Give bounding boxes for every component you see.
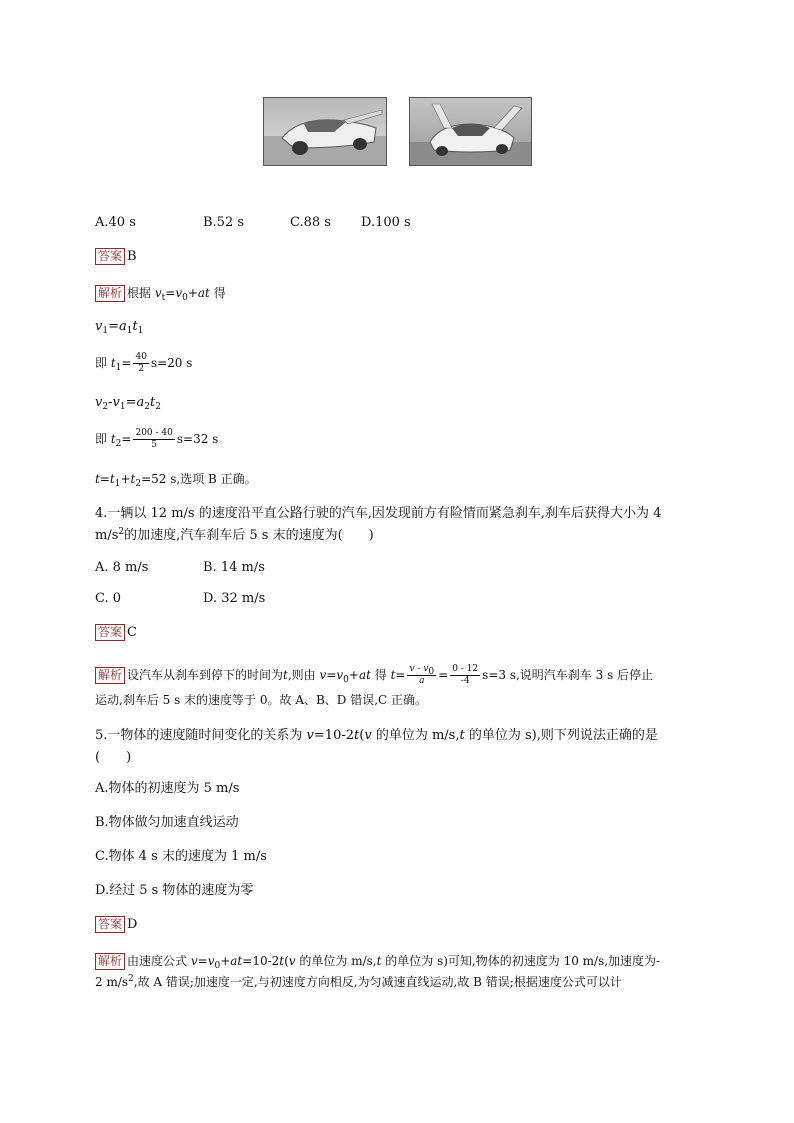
q4-analysis-text: ,则由 — [287, 668, 316, 682]
q5-analysis-text: 的单位为 s)可知,物体的初速度为 10 m/s,加速度为- — [385, 954, 661, 968]
q5-analysis-text: 的单位为 m/s, — [299, 954, 377, 968]
q3-answer-line — [95, 248, 137, 266]
q5-option-c[interactable]: C.物体 4 s 末的速度为 1 m/s — [95, 849, 267, 864]
fraction-numerator: 40 — [135, 352, 147, 362]
q3-analysis-line: 解析 根据 $v_t=v_0+at$ 得 — [95, 284, 226, 302]
q5-answer-line — [95, 916, 137, 934]
q3-analysis-text: 根据 — [127, 286, 152, 300]
answer-label: 答案 — [95, 916, 125, 933]
q4-answer-line — [95, 624, 137, 642]
q3-option-d[interactable]: D.100 s — [361, 215, 411, 230]
q3-step4-result: s=32 s — [176, 432, 219, 446]
q5-stem-text: 的单位为 m/s, — [375, 728, 460, 743]
q5-stem-text: =10-2 — [313, 728, 355, 743]
q5-answer-value: D — [127, 917, 138, 932]
q3-step2-prefix: 即 — [95, 356, 108, 370]
q3-option-c[interactable]: C.88 s — [290, 215, 331, 230]
answer-label: 答案 — [95, 624, 125, 641]
q5-option-b[interactable]: B.物体做匀加速直线运动 — [95, 815, 239, 830]
analysis-label: 解析 — [95, 285, 125, 302]
q4-stem-line-2: $m/s^2$的加速度,汽车刹车后 5 s 末的速度为( ) — [95, 527, 374, 543]
q3-option-a[interactable]: A.40 s — [95, 215, 136, 230]
q5-analysis-line-2: 2 $m/s^2$,故 A 错误;加速度一定,与初速度方向相反,为匀减速直线运动,故 B 错误;根据速度公式可以计 — [95, 974, 622, 989]
q5-analysis-text: ,故 A 错误;加速度一定,与初速度方向相反,为匀减速直线运动,故 B 错误;根据速度公式可以计 — [133, 975, 622, 989]
q4-analysis-text: s=3 s,说明汽车刹车 3 s 后停止 — [482, 668, 654, 682]
q5-stem-text: 5.一物体的速度随时间变化的关系为 — [95, 728, 303, 743]
q4-unit: m/s — [95, 528, 119, 543]
analysis-label: 解析 — [95, 953, 125, 970]
q3-conclusion: $t=t_1+t_2=52$ s,选项 B 正确。 — [95, 472, 257, 489]
q5-option-a[interactable]: A.物体的初速度为 5 m/s — [95, 781, 240, 796]
q5-analysis-text: 2 m/s — [95, 975, 129, 989]
q5-analysis-text: =10-2 — [242, 954, 280, 968]
q5-stem-line-1: 5.一物体的速度随时间变化的关系为 v=10-2t(v 的单位为 m/s,t 的单位为 s),则下列说法正确的是 — [95, 728, 658, 743]
q3-formula-2: 即 $t_1=$ $\frac{40}{2}$ s=20 s — [95, 352, 193, 374]
q5-option-d[interactable]: D.经过 5 s 物体的速度为零 — [95, 883, 254, 898]
q5-analysis-text: ( — [284, 954, 289, 968]
fraction — [407, 664, 436, 687]
fraction-numerator: 0 - 12 — [452, 664, 479, 674]
q4-analysis-text: 设汽车从刹车到停下的时间为 — [127, 668, 284, 682]
q3-formula-1: $v_1=a_1t_1$ — [95, 319, 144, 336]
fraction — [133, 428, 174, 451]
fraction-numerator: 200 - 40 — [135, 428, 173, 438]
q4-analysis-line-1: 解析 设汽车从刹车到停下的时间为t,则由 $v=v_0+at$ 得 t= $\frac{v - v_0}{a}$ = $\frac{0 - 12}{-4}$ s=3 s,说明汽车刹车 3 s 后停止 — [95, 664, 653, 687]
q4-option-d[interactable]: D. 32 m/s — [203, 591, 266, 606]
answer-label: 答案 — [95, 248, 125, 265]
q3-formula-3: $v_2-v_1=a_2t_2$ — [95, 395, 161, 412]
fraction — [450, 664, 480, 687]
q5-analysis-text: 由速度公式 — [127, 954, 188, 968]
fraction-numerator: v - $v_0$ — [409, 664, 435, 677]
q4-option-c[interactable]: C. 0 — [95, 591, 122, 606]
q5-analysis-line-1: 解析 由速度公式 $v=v_0+at=10-2t(v$ 的单位为 m/s,t 的单位为 s)可知,物体的初速度为 10 m/s,加速度为- — [95, 952, 660, 970]
q4-answer-value: C — [127, 625, 137, 640]
flying-car-photo-1 — [263, 97, 387, 166]
q5-stem-text: 的单位为 s),则下列说法正确的是 — [468, 728, 658, 743]
q4-stem-line-1: 4.一辆以 12 m/s 的速度沿平直公路行驶的汽车,因发现前方有险情而紧急刹车,刹车后获得大小为 4 — [95, 506, 662, 521]
q3-option-b[interactable]: B.52 s — [203, 215, 245, 230]
q3-answer-value: B — [127, 249, 137, 264]
fraction-denominator: -4 — [460, 676, 470, 686]
q4-analysis-line-2: 运动,刹车后 5 s 末的速度等于 0。故 A、B、D 错误,C 正确。 — [95, 693, 428, 707]
fraction-denominator: 2 — [138, 364, 145, 374]
q4-analysis-text: 得 — [374, 668, 387, 682]
q4-stem-text: 的加速度,汽车刹车后 5 s 末的速度为( ) — [124, 528, 374, 543]
q3-step4-prefix: 即 — [95, 432, 108, 446]
q5-stem-text: ( — [359, 728, 365, 743]
fraction-denominator: 5 — [151, 440, 158, 450]
q4-option-a[interactable]: A. 8 m/s — [95, 560, 149, 575]
flying-car-photo-2 — [409, 97, 532, 166]
q3-step2-result: s=20 s — [150, 356, 193, 370]
q3-conclusion-text: =52 s,选项 B 正确。 — [141, 472, 257, 486]
fraction — [133, 352, 148, 375]
q3-analysis-text-end: 得 — [213, 286, 226, 300]
q3-formula-4: 即 $t_2=$ $\frac{200 - 40}{5}$ s=32 s — [95, 428, 219, 450]
q5-stem-line-2: ( ) — [95, 750, 132, 765]
analysis-label: 解析 — [95, 667, 125, 684]
fraction-denominator: a — [419, 676, 425, 686]
q4-option-b[interactable]: B. 14 m/s — [203, 560, 265, 575]
